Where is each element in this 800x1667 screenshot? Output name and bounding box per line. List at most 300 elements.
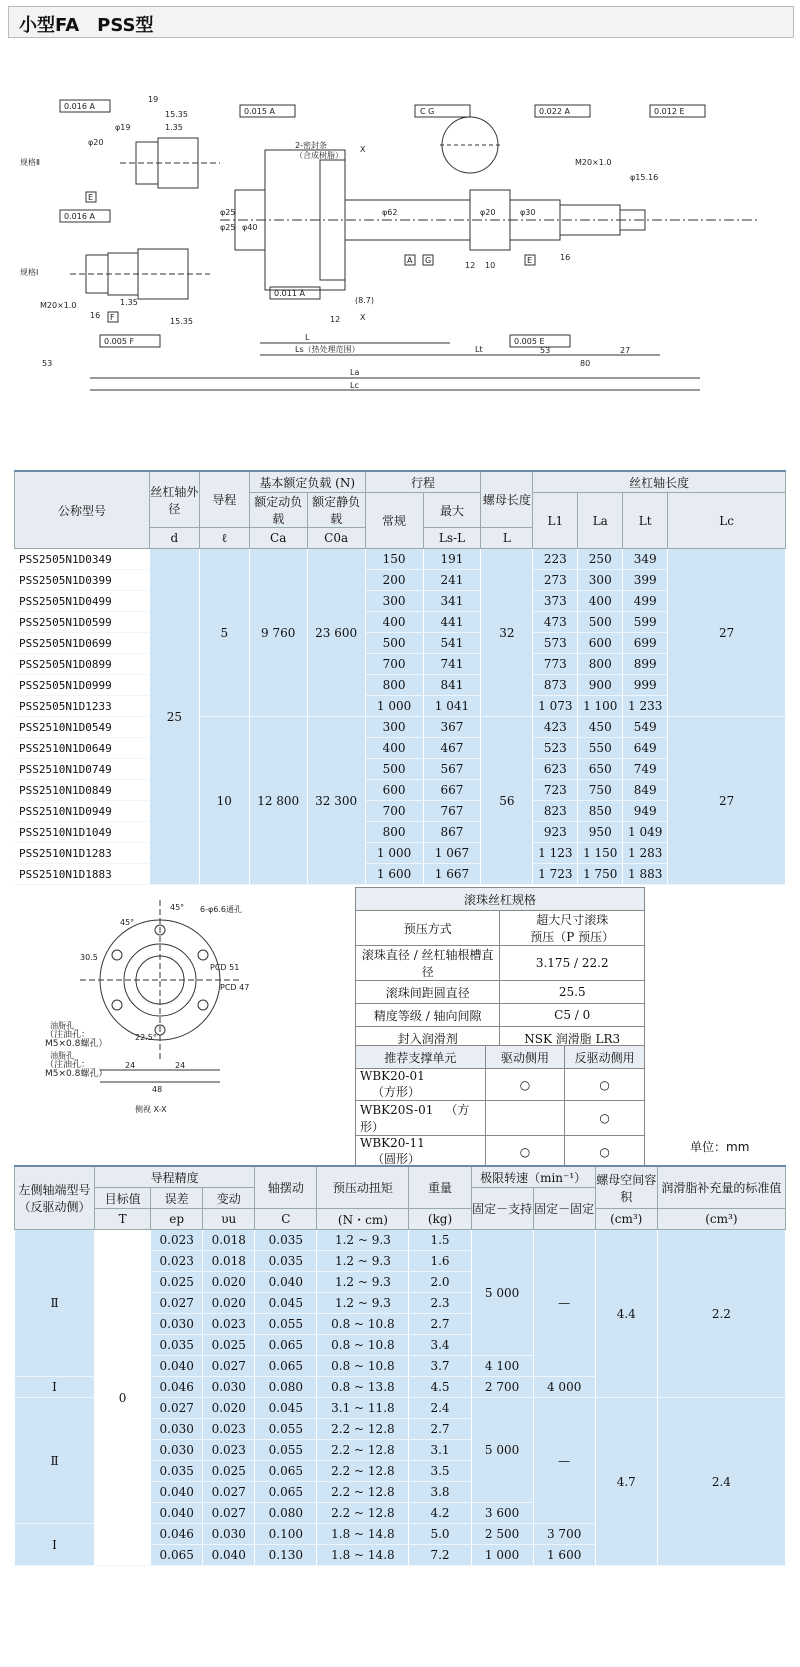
d1535: 15.35: [165, 110, 188, 119]
lt-cell: 1 049: [623, 822, 668, 843]
l1-cell: 1 073: [533, 696, 578, 717]
l1-cell: 823: [533, 801, 578, 822]
l1-cell: 923: [533, 822, 578, 843]
var-cell: 0.027: [203, 1503, 255, 1524]
stroke-normal-cell: 800: [365, 675, 423, 696]
var-cell: 0.025: [203, 1335, 255, 1356]
runout-cell: 0.055: [255, 1314, 317, 1335]
speed-fs-cell: 4 100: [471, 1356, 533, 1377]
d27: 27: [620, 346, 631, 355]
dim-Lt: Lt: [475, 345, 483, 354]
support-unit-name: WBK20-11: [360, 1136, 425, 1150]
stroke-normal-cell: 600: [365, 780, 423, 801]
runout-cell: 0.065: [255, 1335, 317, 1356]
hdr-runout-sym: C: [255, 1209, 317, 1230]
hdr-load: 基本额定负载 (N): [249, 471, 365, 493]
oil-hole-1-note: （注油孔：: [45, 1030, 91, 1040]
d16b: 16: [560, 253, 571, 262]
runout-cell: 0.045: [255, 1293, 317, 1314]
tol-a1: 0.016 A: [64, 102, 95, 111]
d135: 1.35: [165, 123, 183, 132]
lt-cell: 549: [623, 717, 668, 738]
datum-G: G: [425, 256, 432, 265]
torque-cell: 0.8 ~ 10.8: [317, 1356, 409, 1377]
torque-cell: 1.2 ~ 9.3: [317, 1272, 409, 1293]
lt-cell: 599: [623, 612, 668, 633]
stroke-max-cell: 767: [423, 801, 481, 822]
dyn-load-cell: 9 760: [249, 549, 307, 717]
var-cell: 0.027: [203, 1356, 255, 1377]
phi25b: φ25: [220, 223, 236, 232]
shaft-end-type-cell: Ⅱ: [15, 1398, 95, 1524]
ball-spec-row: [356, 911, 645, 946]
hdr-lead-sym: ℓ: [199, 528, 249, 549]
main-table-body: [15, 549, 786, 885]
view-label: 侧视 X-X: [135, 1105, 167, 1114]
stroke-normal-cell: 1 000: [365, 843, 423, 864]
dim-L: L: [305, 333, 310, 342]
torque-cell: 2.2 ~ 12.8: [317, 1482, 409, 1503]
la-cell: 400: [578, 591, 623, 612]
weight-cell: 2.0: [409, 1272, 471, 1293]
d10: 10: [485, 261, 496, 270]
stroke-max-cell: 367: [423, 717, 481, 738]
err-cell: 0.023: [151, 1230, 203, 1251]
hdr-model: 公称型号: [15, 471, 150, 549]
hdr-shaft-end: 左侧轴端型号（反驱动侧）: [15, 1166, 95, 1230]
stroke-max-cell: 667: [423, 780, 481, 801]
hdr-max: 最大: [423, 493, 481, 528]
var-cell: 0.020: [203, 1293, 255, 1314]
l1-cell: 473: [533, 612, 578, 633]
d135b: 1.35: [120, 298, 138, 307]
l1-cell: 423: [533, 717, 578, 738]
hdr-ff: 固定－固定: [533, 1188, 595, 1230]
d12: 12: [465, 261, 476, 270]
d80: 80: [580, 359, 591, 368]
stroke-max-cell: 867: [423, 822, 481, 843]
support-drive-cell: [485, 1101, 565, 1136]
weight-cell: 3.1: [409, 1440, 471, 1461]
grease-cell: 2.4: [657, 1398, 785, 1566]
torque-cell: 2.2 ~ 12.8: [317, 1440, 409, 1461]
hdr-la: La: [578, 493, 623, 549]
model-cell: PSS2505N1D0599: [15, 612, 150, 633]
l1-cell: 273: [533, 570, 578, 591]
lt-cell: 499: [623, 591, 668, 612]
weight-cell: 4.5: [409, 1377, 471, 1398]
runout-cell: 0.040: [255, 1272, 317, 1293]
stroke-normal-cell: 300: [365, 717, 423, 738]
torque-cell: 2.2 ~ 12.8: [317, 1461, 409, 1482]
oil-hole-1-spec: M5×0.8螺孔）: [45, 1039, 108, 1049]
la-cell: 250: [578, 549, 623, 570]
var-cell: 0.030: [203, 1377, 255, 1398]
datum-E2: E: [527, 256, 533, 265]
l1-cell: 1 723: [533, 864, 578, 885]
la-cell: 800: [578, 654, 623, 675]
stroke-normal-cell: 700: [365, 801, 423, 822]
support-anti-cell: ○: [565, 1101, 645, 1136]
hdr-torque: 预压动扭矩: [317, 1166, 409, 1209]
la-cell: 450: [578, 717, 623, 738]
lt-cell: 999: [623, 675, 668, 696]
l1-cell: 773: [533, 654, 578, 675]
angle-45-a: 45°: [120, 918, 135, 927]
ball-spec-label: 封入润滑剂: [356, 1027, 500, 1050]
speed-fs-cell: 5 000: [471, 1398, 533, 1503]
d19: 19: [148, 95, 159, 104]
err-cell: 0.030: [151, 1314, 203, 1335]
stroke-max-cell: 541: [423, 633, 481, 654]
model-cell: PSS2505N1D1233: [15, 696, 150, 717]
speed-ff-cell: —: [533, 1398, 595, 1524]
model-cell: PSS2505N1D0499: [15, 591, 150, 612]
support-drive-cell: ○: [485, 1136, 565, 1168]
model-cell: PSS2510N1D0549: [15, 717, 150, 738]
torque-cell: 3.1 ~ 11.8: [317, 1398, 409, 1419]
support-hdr-unit: 推荐支撑单元: [356, 1046, 486, 1069]
phi62: φ62: [382, 208, 398, 217]
speed-fs-cell: 5 000: [471, 1230, 533, 1356]
weight-cell: 2.3: [409, 1293, 471, 1314]
datum-F: F: [110, 313, 115, 322]
ball-spec-body: [356, 911, 645, 1050]
ball-spec-row: [356, 1004, 645, 1027]
model-cell: PSS2505N1D0999: [15, 675, 150, 696]
tol-a2: 0.015 A: [244, 107, 275, 116]
phi25: φ25: [220, 208, 236, 217]
hdr-err: 误差: [151, 1188, 203, 1209]
weight-cell: 3.5: [409, 1461, 471, 1482]
support-body: [356, 1069, 645, 1168]
hdr-shaft-length: 丝杠轴长度: [533, 471, 786, 493]
stroke-normal-cell: 500: [365, 759, 423, 780]
model-cell: PSS2510N1D0849: [15, 780, 150, 801]
pcd47-label: PCD 47: [220, 983, 250, 992]
holes-label: 6-φ6.6通孔: [200, 905, 242, 914]
support-unit-name: WBK20S-01: [360, 1103, 434, 1117]
model-cell: PSS2505N1D0699: [15, 633, 150, 654]
runout-cell: 0.035: [255, 1230, 317, 1251]
lc-cell: 27: [668, 717, 786, 885]
flange-side-view: [40, 890, 340, 1130]
stat-load-cell: 32 300: [307, 717, 365, 885]
shaft-end-type-cell: Ⅰ: [15, 1377, 95, 1398]
weight-cell: 4.2: [409, 1503, 471, 1524]
oil-hole-2-note: （注油孔：: [45, 1060, 91, 1070]
d53: 53: [42, 359, 53, 368]
support-unit-cell: [356, 1136, 486, 1168]
lt-cell: 699: [623, 633, 668, 654]
tol-e2: 0.005 E: [514, 337, 545, 346]
hdr-normal: 常规: [365, 493, 423, 549]
runout-cell: 0.045: [255, 1398, 317, 1419]
target-cell: 0: [95, 1230, 151, 1566]
model-cell: PSS2510N1D1883: [15, 864, 150, 885]
hdr-l1: L1: [533, 493, 578, 549]
oil-hole-1: 油脂孔: [50, 1021, 74, 1030]
runout-cell: 0.100: [255, 1524, 317, 1545]
ball-screw-spec-table: [355, 887, 645, 1050]
torque-cell: 1.8 ~ 14.8: [317, 1524, 409, 1545]
support-unit-shape: （圆形）: [372, 1152, 421, 1166]
precision-table: [14, 1165, 786, 1566]
dim-Lc: Lc: [350, 381, 359, 390]
hdr-space-sym: (cm³): [595, 1209, 657, 1230]
torque-cell: 1.2 ~ 9.3: [317, 1230, 409, 1251]
stroke-normal-cell: 300: [365, 591, 423, 612]
model-cell: PSS2510N1D0949: [15, 801, 150, 822]
model-cell: PSS2505N1D0349: [15, 549, 150, 570]
var-cell: 0.023: [203, 1440, 255, 1461]
stat-load-cell: 23 600: [307, 549, 365, 717]
torque-cell: 0.8 ~ 13.8: [317, 1377, 409, 1398]
shaft-end-type-cell: Ⅱ: [15, 1230, 95, 1377]
stroke-max-cell: 191: [423, 549, 481, 570]
ball-spec-value: 超大尺寸滚珠 预压（P 预压）: [500, 911, 645, 946]
l1-cell: 373: [533, 591, 578, 612]
model-cell: PSS2510N1D1283: [15, 843, 150, 864]
la-cell: 950: [578, 822, 623, 843]
hdr-dyn-sym: Ca: [249, 528, 307, 549]
ball-spec-value: 3.175 / 22.2: [500, 946, 645, 981]
datum-A: A: [407, 256, 413, 265]
phi15: φ15.16: [630, 173, 659, 182]
torque-cell: 1.2 ~ 9.3: [317, 1293, 409, 1314]
hdr-grease: 润滑脂补充量的标准值: [657, 1166, 785, 1209]
model-cell: PSS2510N1D0749: [15, 759, 150, 780]
dim-24-a: 24: [125, 1061, 136, 1070]
la-cell: 500: [578, 612, 623, 633]
support-unit-shape: （方形）: [360, 1103, 470, 1134]
support-drive-cell: ○: [485, 1069, 565, 1101]
seal-sub-label: （合成树脂）: [295, 151, 343, 160]
var-cell: 0.020: [203, 1398, 255, 1419]
ball-spec-row: [356, 981, 645, 1004]
speed-fs-cell: 3 600: [471, 1503, 533, 1524]
tol-a3: 0.022 A: [539, 107, 570, 116]
la-cell: 550: [578, 738, 623, 759]
weight-cell: 3.7: [409, 1356, 471, 1377]
lead-cell: 5: [199, 549, 249, 717]
dim-48: 48: [152, 1085, 163, 1094]
tol-cg: C G: [420, 107, 435, 116]
runout-cell: 0.130: [255, 1545, 317, 1566]
hdr-max-sym: Ls-L: [423, 528, 481, 549]
x-label-2: X: [360, 313, 366, 322]
runout-cell: 0.065: [255, 1356, 317, 1377]
l1-cell: 223: [533, 549, 578, 570]
table-row: [15, 717, 786, 738]
hdr-shaft-dia-sym: d: [149, 528, 199, 549]
dim-24-b: 24: [175, 1061, 186, 1070]
err-cell: 0.025: [151, 1272, 203, 1293]
support-unit-cell: [356, 1069, 486, 1101]
la-cell: 850: [578, 801, 623, 822]
runout-cell: 0.080: [255, 1377, 317, 1398]
var-cell: 0.030: [203, 1524, 255, 1545]
hdr-dyn: 额定动负载: [249, 493, 307, 528]
lt-cell: 1 233: [623, 696, 668, 717]
runout-cell: 0.055: [255, 1419, 317, 1440]
ball-spec-row: [356, 946, 645, 981]
model-cell: PSS2510N1D0649: [15, 738, 150, 759]
hdr-shaft-dia: 丝杠轴外径: [149, 471, 199, 528]
hdr-runout: 轴摆动: [255, 1166, 317, 1209]
d16: 16: [90, 311, 101, 320]
err-cell: 0.040: [151, 1503, 203, 1524]
runout-cell: 0.055: [255, 1440, 317, 1461]
err-cell: 0.035: [151, 1335, 203, 1356]
table-row: [15, 1230, 786, 1251]
err-cell: 0.027: [151, 1293, 203, 1314]
l1-cell: 723: [533, 780, 578, 801]
angle-22-5: 22.5°: [135, 1033, 157, 1042]
model-cell: PSS2505N1D0899: [15, 654, 150, 675]
err-cell: 0.030: [151, 1440, 203, 1461]
var-cell: 0.020: [203, 1272, 255, 1293]
var-cell: 0.023: [203, 1314, 255, 1335]
tol-f: 0.005 F: [104, 337, 135, 346]
m20-label: M20×1.0: [575, 158, 612, 167]
speed-ff-cell: 4 000: [533, 1377, 595, 1398]
spec1-label: 规格Ⅰ: [20, 268, 39, 277]
hdr-nut-length: 螺母长度: [481, 471, 533, 528]
weight-cell: 1.6: [409, 1251, 471, 1272]
title-bar: [8, 6, 794, 38]
tol-a5: 0.011 A: [274, 289, 305, 298]
hdr-fs: 固定－支持: [471, 1188, 533, 1230]
table-row: [15, 549, 786, 570]
hdr-var-sym: υu: [203, 1209, 255, 1230]
stroke-normal-cell: 400: [365, 738, 423, 759]
stroke-normal-cell: 500: [365, 633, 423, 654]
nut-length-cell: 56: [481, 717, 533, 885]
support-anti-cell: ○: [565, 1136, 645, 1168]
speed-fs-cell: 1 000: [471, 1545, 533, 1566]
x-label: X: [360, 145, 366, 154]
m20b-label: M20×1.0: [40, 301, 77, 310]
l1-cell: 1 123: [533, 843, 578, 864]
hdr-lt: Lt: [623, 493, 668, 549]
grease-cell: 2.2: [657, 1230, 785, 1398]
speed-fs-cell: 2 700: [471, 1377, 533, 1398]
lt-cell: 749: [623, 759, 668, 780]
tol-a4: 0.016 A: [64, 212, 95, 221]
stroke-max-cell: 241: [423, 570, 481, 591]
hdr-stat: 额定静负载: [307, 493, 365, 528]
hdr-weight-sym: (kg): [409, 1209, 471, 1230]
stroke-max-cell: 741: [423, 654, 481, 675]
phi20b: φ20: [480, 208, 496, 217]
runout-cell: 0.065: [255, 1482, 317, 1503]
lt-cell: 399: [623, 570, 668, 591]
la-cell: 1 150: [578, 843, 623, 864]
err-cell: 0.023: [151, 1251, 203, 1272]
speed-ff-cell: 3 700: [533, 1524, 595, 1545]
l1-cell: 573: [533, 633, 578, 654]
stroke-normal-cell: 200: [365, 570, 423, 591]
oil-hole-2-spec: M5×0.8螺孔）: [45, 1069, 108, 1079]
d12b: 12: [330, 315, 341, 324]
err-cell: 0.027: [151, 1398, 203, 1419]
stroke-normal-cell: 150: [365, 549, 423, 570]
ball-spec-value: NSK 润滑脂 LR3: [500, 1027, 645, 1050]
err-cell: 0.040: [151, 1356, 203, 1377]
space-cell: 4.7: [595, 1398, 657, 1566]
stroke-max-cell: 1 041: [423, 696, 481, 717]
l1-cell: 523: [533, 738, 578, 759]
ball-screw-drawing: [20, 50, 780, 470]
space-cell: 4.4: [595, 1230, 657, 1398]
d53b: 53: [540, 346, 551, 355]
weight-cell: 2.7: [409, 1419, 471, 1440]
page-title: 小型FA PSS型: [19, 15, 154, 36]
speed-ff-cell: 1 600: [533, 1545, 595, 1566]
hdr-var: 变动: [203, 1188, 255, 1209]
stroke-normal-cell: 400: [365, 612, 423, 633]
la-cell: 600: [578, 633, 623, 654]
d1535b: 15.35: [170, 317, 193, 326]
oil-hole-2: 油脂孔: [50, 1051, 74, 1060]
lt-cell: 899: [623, 654, 668, 675]
ball-spec-label: 滚珠间距圆直径: [356, 981, 500, 1004]
support-unit-cell: [356, 1101, 486, 1136]
hdr-target-sym: T: [95, 1209, 151, 1230]
la-cell: 900: [578, 675, 623, 696]
support-row: [356, 1101, 645, 1136]
main-spec-table: [14, 470, 786, 885]
phi40: φ40: [242, 223, 258, 232]
lt-cell: 849: [623, 780, 668, 801]
err-cell: 0.030: [151, 1419, 203, 1440]
support-anti-cell: ○: [565, 1069, 645, 1101]
shaft-dia-cell: 25: [149, 549, 199, 885]
ball-spec-label: 滚珠直径 / 丝杠轴根槽直径: [356, 946, 500, 981]
torque-cell: 0.8 ~ 10.8: [317, 1335, 409, 1356]
support-row: [356, 1069, 645, 1101]
hdr-lc: Lc: [668, 493, 786, 549]
weight-cell: 3.4: [409, 1335, 471, 1356]
var-cell: 0.025: [203, 1461, 255, 1482]
hdr-lead: 导程: [199, 471, 249, 528]
ball-spec-value: 25.5: [500, 981, 645, 1004]
hdr-grease-sym: (cm³): [657, 1209, 785, 1230]
weight-cell: 2.4: [409, 1398, 471, 1419]
hdr-stat-sym: C0a: [307, 528, 365, 549]
angle-45-b: 45°: [170, 903, 185, 912]
datum-E: E: [88, 193, 94, 202]
ball-spec-title: 滚珠丝杠规格: [356, 888, 645, 911]
torque-cell: 1.2 ~ 9.3: [317, 1251, 409, 1272]
stroke-max-cell: 1 667: [423, 864, 481, 885]
stroke-max-cell: 567: [423, 759, 481, 780]
stroke-normal-cell: 1 600: [365, 864, 423, 885]
model-cell: PSS2505N1D0399: [15, 570, 150, 591]
support-hdr-drive: 驱动侧用: [485, 1046, 565, 1069]
seal-label: 2-密封条: [295, 141, 327, 150]
hdr-weight: 重量: [409, 1166, 471, 1209]
err-cell: 0.065: [151, 1545, 203, 1566]
la-cell: 300: [578, 570, 623, 591]
d87: (8.7): [355, 296, 374, 305]
lt-cell: 349: [623, 549, 668, 570]
support-row: [356, 1136, 645, 1168]
err-cell: 0.035: [151, 1461, 203, 1482]
phi19: φ19: [115, 123, 131, 132]
precision-body: [15, 1230, 786, 1566]
